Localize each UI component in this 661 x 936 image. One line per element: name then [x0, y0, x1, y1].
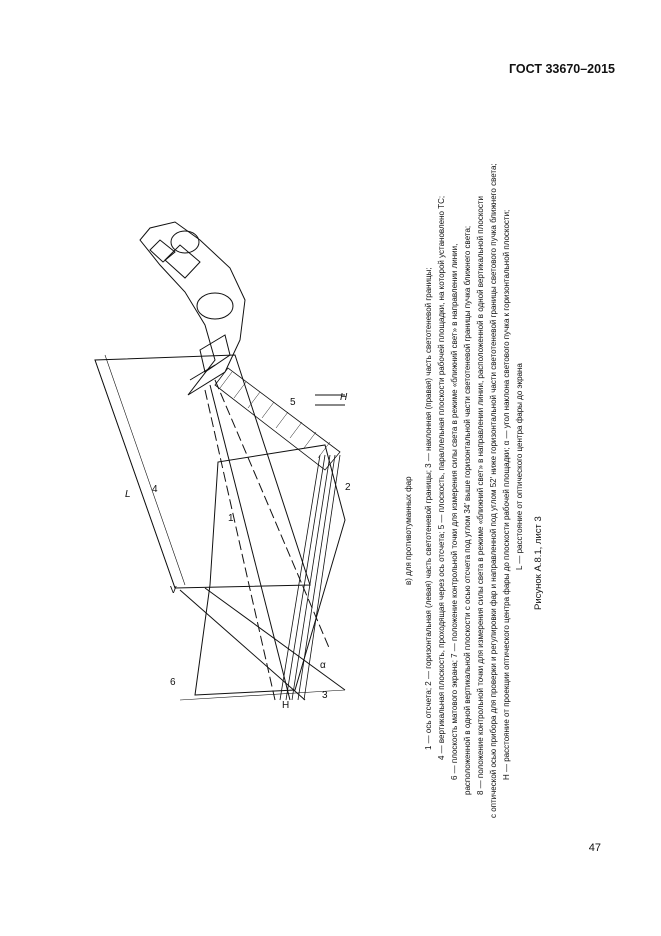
legend-line-1: 1 — ось отсчета; 2 — горизонтальная (левая) часть светотеневой границы; 3 — наклонная (правая) часть светотеневой границы; [424, 267, 433, 750]
standard-code: ГОСТ 33670–2015 [509, 62, 615, 76]
cutoff-band [280, 455, 340, 700]
reference-axis [210, 385, 290, 700]
legend-line-4: расположенной в одной вертикальной плоскости с осью отсчета под углом 34′ выше горизонтальной части светотеневой границы пучка ближнего света; [463, 225, 472, 795]
legend-line-6: с оптической осью прибора для проверки и регулировки фар и направленной под углом 52′ ниже горизонтальной части светотеневой границы светового пучка ближнего света; [489, 163, 498, 818]
vertical-plane [95, 355, 310, 588]
label-L: L [125, 489, 131, 500]
label-alpha: α [320, 660, 326, 671]
legend-line-3: 6 — плоскость матового экрана; 7 — положение контрольной точки для измерения силы света в режиме «ближний свет» в направлении линии, [450, 243, 459, 780]
legend-line-2: 4 — вертикальная плоскость, проходящая через ось отсчета; 5 — плоскость, параллельная плоскости рабочей площадки, на которой установлено ТС; [437, 195, 446, 760]
label-3: 3 [322, 690, 328, 701]
subfigure-label: в) для противотуманных фар [404, 476, 413, 585]
screen-plane [195, 445, 345, 695]
figure-caption: Рисунок А.8.1, лист 3 [533, 516, 544, 610]
label-1: 1 [228, 513, 234, 524]
legend-line-5: 8 — положение контрольной точки для измерения силы света в режиме «ближний свет» в направлении линии, расположенной в одной вертикальной плоскости [476, 195, 485, 795]
legend-line-7: H — расстояние от проекции оптического центра фары до плоскости рабочей площадки; α — угол наклона светового пучка к горизонтальной плоскости; [502, 209, 511, 780]
label-2: 2 [345, 482, 351, 493]
hatched-plane [215, 368, 340, 470]
label-4: 4 [152, 484, 158, 495]
label-H-italic: H [340, 392, 348, 403]
page-number: 47 [588, 842, 601, 854]
label-5: 5 [290, 397, 296, 408]
label-H: H [282, 700, 290, 711]
label-V: V [170, 585, 177, 596]
label-6: 6 [170, 677, 176, 688]
legend-line-8: L — расстояние от оптического центра фары до экрана [515, 363, 524, 570]
